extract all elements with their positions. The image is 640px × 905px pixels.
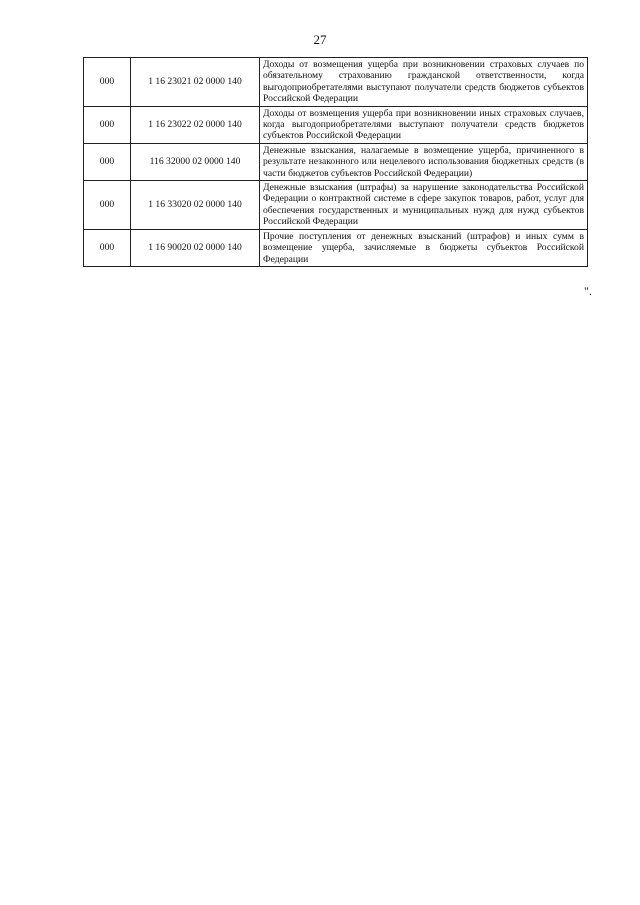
table-row: [84, 106, 588, 143]
kbk-code-cell: 116 32000 02 0000 140: [131, 143, 260, 180]
kbk-code-cell: 1 16 90020 02 0000 140: [131, 229, 260, 266]
admin-code-cell: 000: [84, 143, 131, 180]
admin-code-cell: 000: [84, 58, 131, 107]
table-row: [84, 229, 588, 266]
admin-code-cell: 000: [84, 181, 131, 230]
revenue-classification-table: [83, 57, 588, 267]
description-cell: Доходы от возмещения ущерба при возникновении страховых случаев по обязательному страхованию гражданской ответственности, когда выгодоприобретателями выступают получатели средств бюджетов субъектов Российской Федерации: [260, 58, 588, 107]
kbk-code-cell: 1 16 23022 02 0000 140: [131, 106, 260, 143]
description-cell: Доходы от возмещения ущерба при возникновении иных страховых случаев, когда выгодоприобретателями выступают получатели средств бюджетов субъектов Российской Федерации: [260, 106, 588, 143]
table-row: [84, 143, 588, 180]
description-cell: Денежные взыскания (штрафы) за нарушение законодательства Российской Федерации о контрактной системе в сфере закупок товаров, работ, услуг для обеспечения государственных и муниципальных нужд для нужд субъектов Российской Федерации: [260, 181, 588, 230]
table-row: [84, 181, 588, 230]
admin-code-cell: 000: [84, 229, 131, 266]
kbk-code-cell: 1 16 23021 02 0000 140: [131, 58, 260, 107]
page-number: 27: [313, 32, 327, 47]
admin-code-cell: 000: [84, 106, 131, 143]
closing-quote-mark: ".: [584, 284, 592, 298]
kbk-code-cell: 1 16 33020 02 0000 140: [131, 181, 260, 230]
table-row: [84, 58, 588, 107]
description-cell: Денежные взыскания, налагаемые в возмещение ущерба, причиненного в результате незаконного или нецелевого использования бюджетных средств (в части бюджетов субъектов Российской Федерации): [260, 143, 588, 180]
description-cell: Прочие поступления от денежных взысканий (штрафов) и иных сумм в возмещение ущерба, зачисляемые в бюджеты субъектов Российской Федерации: [260, 229, 588, 266]
